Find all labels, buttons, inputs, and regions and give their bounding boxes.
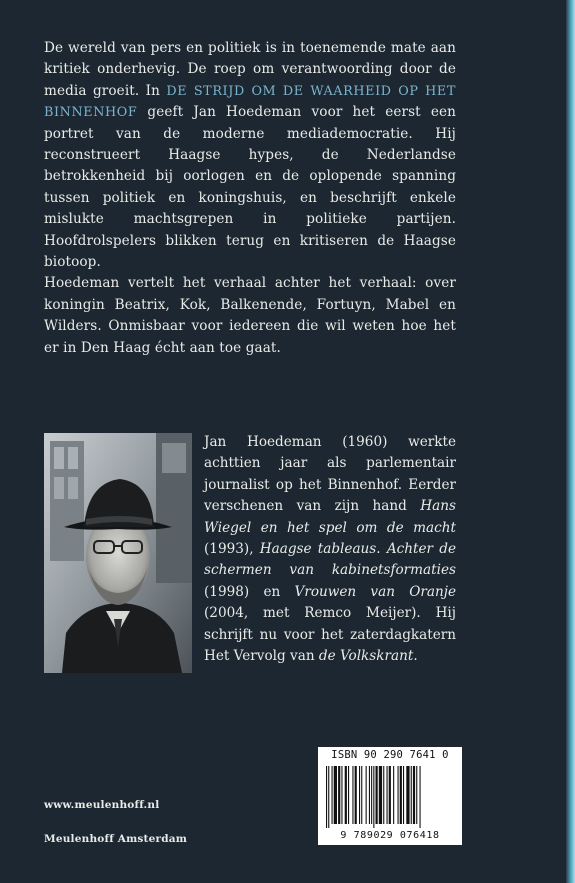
barcode-bars bbox=[326, 766, 454, 828]
book-title-caps: DE STRIJD OM DE WAARHEID OP HET BINNENHOF bbox=[44, 83, 457, 121]
blurb-paragraph-2: Hoedeman vertelt het verhaal achter het verhaal: over koningin Beatrix, Kok, Balkenende, Fortuyn, Mabel en Wilders. Onmisbaar voor iedereen die wil weten hoe het er in Den Haag écht aan toe gaat. bbox=[44, 275, 456, 356]
bio-newspaper-title: de Volkskrant bbox=[318, 648, 414, 665]
isbn-barcode bbox=[318, 747, 462, 845]
blurb-body: geeft Jan Hoedeman voor het eerst een portret van de moderne mediademocratie. Hij reconstrueert Haagse hypes, de Nederlandse betrokkenheid bij oorlogen en de oplopende spanning tussen politiek en koningshuis, en beschrijft enkele mislukte machtsgrepen in politieke partijen. Hoofdrolspelers blikken terug en kritiseren de Haagse biotoop. bbox=[44, 104, 456, 271]
blurb-paragraph-1 bbox=[44, 38, 456, 273]
bio-text: (2004, met Remco Meijer). Hij schrijft nu voor het zaterdagkatern Het Vervolg van bbox=[204, 605, 456, 665]
publisher-name: Meulenhoff Amsterdam bbox=[44, 833, 188, 845]
bio-text: Jan Hoedeman (1960) werkte achttien jaar als parlementair journalist op het Binnenhof. Eerder verschenen van zijn hand bbox=[204, 434, 456, 515]
bio-book-title: Haagse tableaus. Achter de schermen van kabinetsformaties bbox=[204, 541, 456, 579]
bio-text: . bbox=[413, 648, 418, 665]
blurb-intro: De wereld van pers en politiek is in toenemende mate aan kritiek onderhevig. De roep om verantwoording door de media groeit. In bbox=[44, 40, 456, 99]
bio-book-title: Vrouwen van Oranje bbox=[294, 583, 456, 600]
author-bio bbox=[204, 432, 456, 667]
bio-book-title: Hans Wiegel en het spel om de macht bbox=[204, 498, 456, 536]
author-portrait-illustration bbox=[44, 433, 192, 673]
book-edge bbox=[566, 0, 575, 883]
bio-text: (1993), bbox=[204, 541, 260, 558]
isbn-label: ISBN 90 290 7641 0 bbox=[331, 749, 449, 761]
publisher-url[interactable]: www.meulenhoff.nl bbox=[44, 799, 160, 811]
author-photo bbox=[44, 433, 192, 673]
bio-text: (1998) en bbox=[204, 583, 295, 600]
blurb-text bbox=[44, 38, 456, 359]
ean-digits: 9 789029 076418 bbox=[340, 830, 440, 841]
